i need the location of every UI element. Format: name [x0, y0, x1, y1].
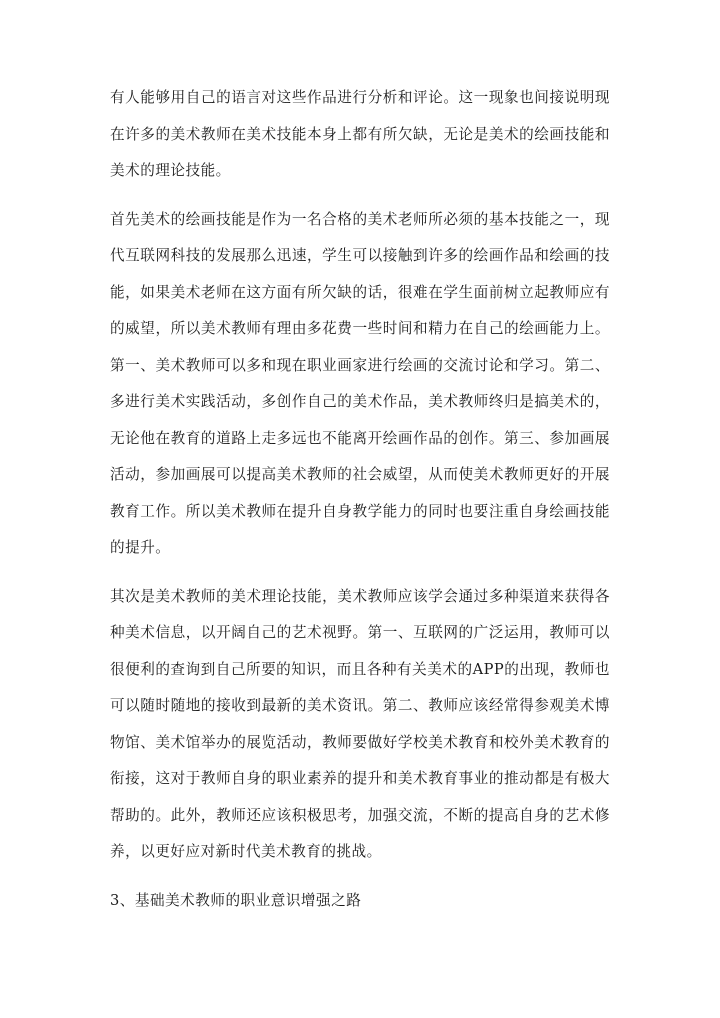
- paragraph-theory-skills: 其次是美术教师的美术理论技能，美术教师应该学会通过多种渠道来获得各种美术信息，以开阔自己的艺术视野。第一、互联网的广泛运用，教师可以很便利的查询到自己所要的知识，而且各种有关美术的APP的出现，教师也可以随时随地的接收到最新的美术资讯。第二、教师应该经常得参观美术博物馆、美术馆举办的展览活动，教师要做好学校美术教育和校外美术教育的衔接，这对于教师自身的职业素养的提升和美术教育事业的推动都是有极大帮助的。此外，教师还应该积极思考，加强交流，不断的提高自身的艺术修养，以更好应对新时代美术教育的挑战。: [110, 587, 610, 860]
- section-heading: 3、基础美术教师的职业意识增强之路: [110, 891, 362, 909]
- paragraph-painting-skills: 首先美术的绘画技能是作为一名合格的美术老师所必须的基本技能之一，现代互联网科技的发展那么迅速，学生可以接触到许多的绘画作品和绘画的技能，如果美术老师在这方面有所欠缺的话，很难在学生面前树立起教师应有的威望，所以美术教师有理由多花费一些时间和精力在自己的绘画能力上。第一、美术教师可以多和现在职业画家进行绘画的交流讨论和学习。第二、多进行美术实践活动，多创作自己的美术作品，美术教师终归是搞美术的，无论他在教育的道路上走多远也不能离开绘画作品的创作。第三、参加画展活动，参加画展可以提高美术教师的社会威望，从而使美术教师更好的开展教育工作。所以美术教师在提升自身教学能力的同时也要注重自身绘画技能的提升。: [110, 210, 610, 556]
- document-body: [110, 80, 610, 919]
- paragraph-intro-conclusion: 有人能够用自己的语言对这些作品进行分析和评论。这一现象也间接说明现在许多的美术教师在美术技能本身上都有所欠缺，无论是美术的绘画技能和美术的理论技能。: [110, 89, 610, 179]
